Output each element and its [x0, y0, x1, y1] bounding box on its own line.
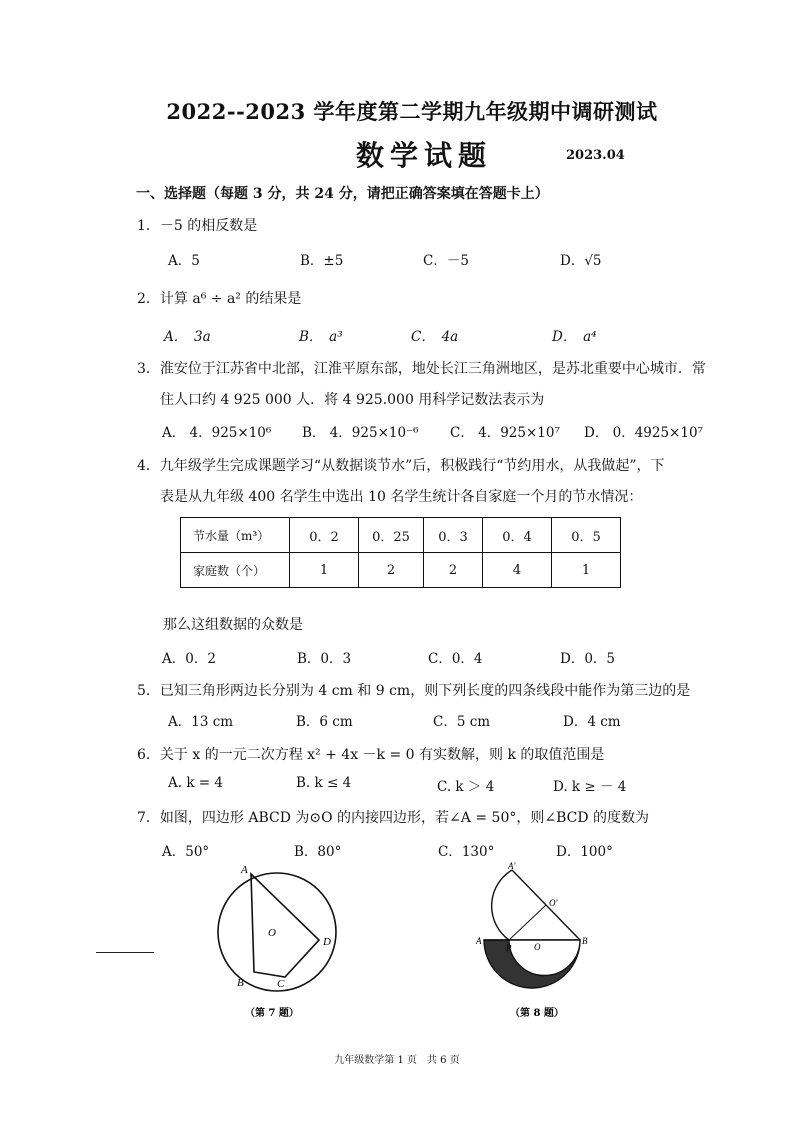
section-heading: 一、选择题（每题 3 分，共 24 分，请把正确答案填在答题卡上）	[136, 186, 549, 202]
label-o: O	[268, 927, 276, 939]
q6-option-a: A. k = 4	[168, 775, 223, 791]
q4-question: 那么这组数据的众数是	[163, 617, 303, 633]
q4-line2: 表是从九年级 400 名学生中选出 10 名学生统计各自家庭一个月的节水情况：	[160, 489, 643, 505]
table-row	[181, 518, 621, 553]
q7-option-b: B．80°	[294, 844, 342, 860]
page-title: 2022--2023 学年度第二学期九年级期中调研测试	[166, 99, 658, 124]
q4-option-c: C．0．4	[428, 651, 483, 667]
label-d: D	[323, 936, 331, 948]
table-row	[181, 553, 621, 588]
q7-option-d: D．100°	[556, 844, 613, 860]
q5-option-d: D．4 cm	[563, 714, 621, 730]
q2-option-d: D． a⁴	[552, 329, 597, 345]
q4-option-b: B．0．3	[297, 651, 352, 667]
q1-option-d: D．√5	[560, 253, 602, 269]
q3-option-c: C． 4．925×10⁷	[450, 425, 560, 441]
q3-line2: 住人口约 4 925 000 人．将 4 925.000 用科学记数法表示为	[160, 392, 545, 408]
label-o-prime: O'	[549, 898, 558, 908]
figure-8-semicircle-fold	[470, 858, 600, 1028]
q5-stem: 5．已知三角形两边长分别为 4 cm 和 9 cm，则下列长度的四条线段中能作为第三边的是	[137, 683, 691, 699]
q3-option-a: A． 4．925×10⁶	[162, 425, 272, 441]
q5-option-c: C．5 cm	[433, 714, 491, 730]
q6-stem: 6．关于 x 的一元二次方程 x² + 4x －k = 0 有实数解，则 k 的取值范围是	[137, 747, 605, 763]
table-cell: 1	[290, 553, 359, 588]
label-b: B	[237, 977, 244, 989]
q5-option-a: A．13 cm	[168, 714, 234, 730]
q1-option-b: B．±5	[300, 253, 344, 269]
table-cell: 0．2	[290, 518, 359, 553]
table-cell: 0．3	[424, 518, 483, 553]
circle-o	[218, 873, 336, 991]
q6-option-d: D. k ≥ － 4	[553, 779, 627, 795]
q7-option-a: A．50°	[162, 844, 210, 860]
water-saving-table	[180, 517, 621, 588]
table-cell: 0．25	[359, 518, 424, 553]
q6-option-b: B. k ≤ 4	[296, 775, 352, 791]
figure-8-caption: （第 8 题）	[510, 1008, 564, 1019]
q2-option-b: B． a³	[299, 329, 343, 345]
q7-stem: 7．如图，四边形 ABCD 为⊙O 的内接四边形，若∠A = 50°，则∠BCD 的度数为	[137, 810, 650, 826]
q4-option-d: D．0．5	[560, 651, 616, 667]
q5-option-b: B．6 cm	[296, 714, 353, 730]
label-b: B	[582, 936, 588, 946]
label-a-prime: A'	[508, 861, 516, 871]
label-p: P	[506, 943, 512, 953]
q2-option-c: C． 4a	[411, 329, 459, 345]
segment-p-o-prime	[509, 905, 546, 940]
table-cell: 2	[359, 553, 424, 588]
page-footer: 九年级数学第 1 页 共 6 页	[334, 1055, 460, 1066]
exam-subject-title: 数学试题	[356, 139, 493, 172]
figure-7-circle-quadrilateral	[205, 858, 355, 1028]
label-c: C	[277, 978, 285, 990]
q2-stem: 2．计算 a⁶ ÷ a² 的结果是	[137, 291, 302, 307]
label-a: A	[241, 864, 248, 876]
label-a: A	[476, 936, 482, 946]
q2-option-a: A． 3a	[164, 329, 211, 345]
table-cell: 0．5	[552, 518, 621, 553]
figure-7-caption: （第 7 题）	[245, 1008, 299, 1019]
q1-option-a: A．5	[168, 253, 200, 269]
table-cell: 2	[424, 553, 483, 588]
q1-option-c: C．－5	[423, 253, 469, 269]
label-o: O	[534, 942, 541, 952]
q6-option-c: C. k ＞ 4	[437, 779, 495, 795]
q3-line1: 3．淮安位于江苏省中北部，江淮平原东部，地处长江三角洲地区，是苏北重要中心城市．常	[137, 361, 706, 377]
q4-option-a: A．0．2	[162, 651, 216, 667]
q7-option-c: C．130°	[438, 844, 495, 860]
q3-option-d: D． 0．4925×10⁷	[584, 425, 703, 441]
table-cell: 1	[552, 553, 621, 588]
q3-option-b: B． 4．925×10⁻⁶	[302, 425, 419, 441]
folded-arc	[492, 870, 512, 940]
q4-line1: 4．九年级学生完成课题学习“从数据谈节水”后，积极践行“节约用水，从我做起”，下	[137, 458, 665, 474]
table-cell: 4	[483, 553, 552, 588]
exam-date: 2023.04	[566, 148, 625, 163]
table-cell: 节水量（m³）	[181, 518, 290, 553]
quadrilateral-abcd	[251, 874, 319, 977]
table-cell: 0．4	[483, 518, 552, 553]
q1-stem: 1．－5 的相反数是	[137, 218, 258, 234]
margin-mark	[96, 952, 154, 953]
table-cell: 家庭数（个）	[181, 553, 290, 588]
